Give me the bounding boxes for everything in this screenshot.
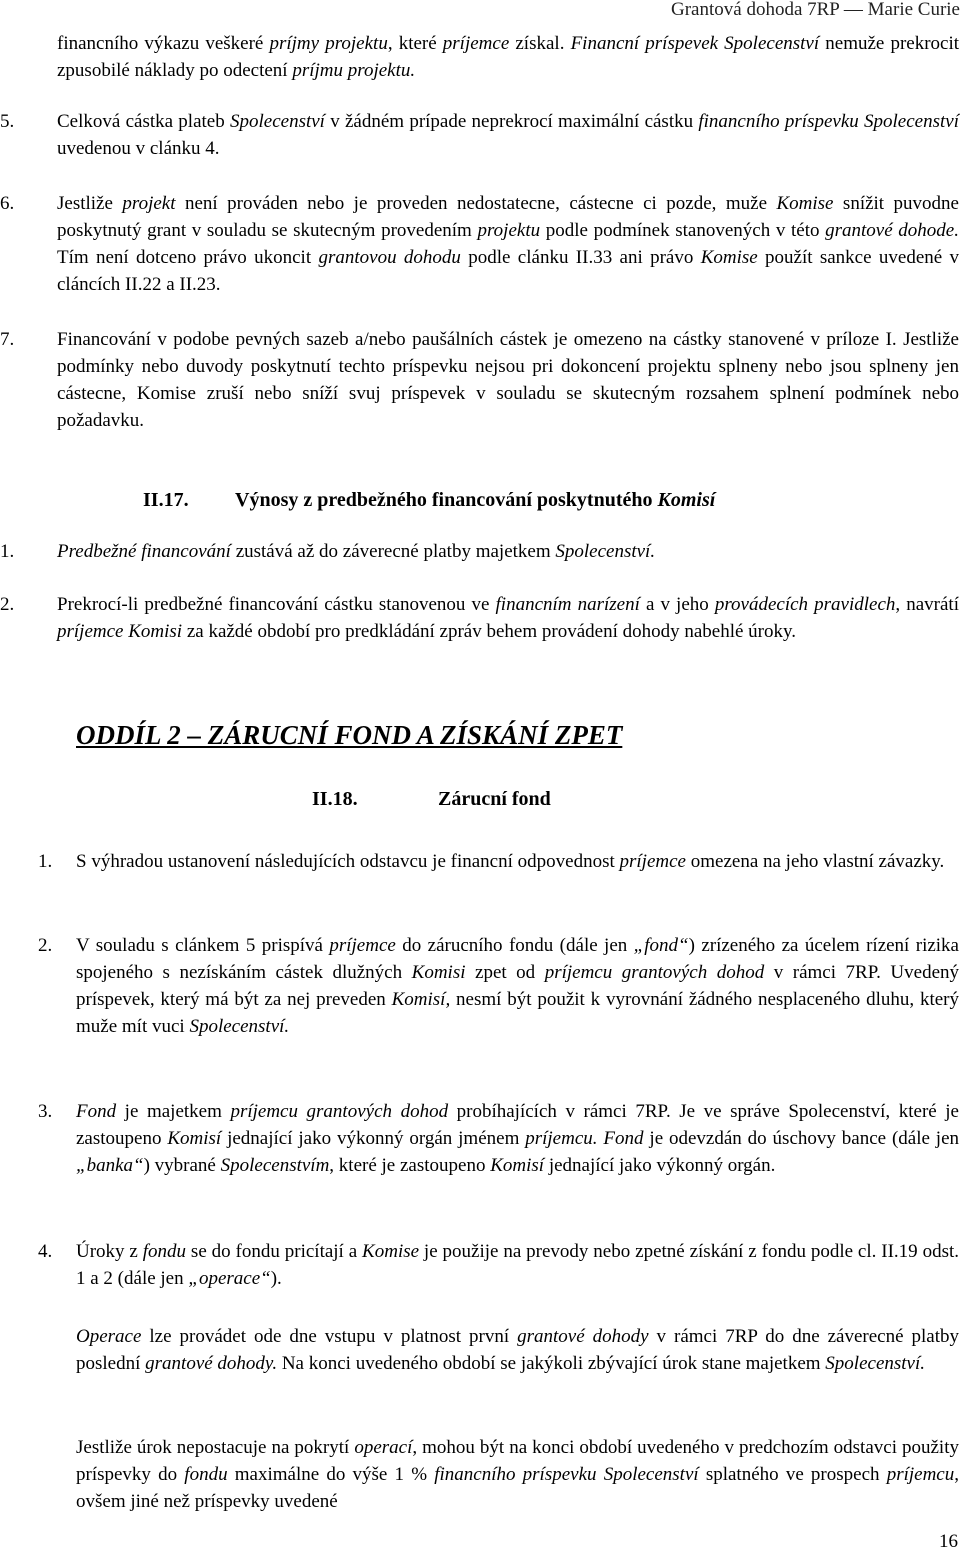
text: je odevzdán do úschovy bance (dále jen [643,1128,959,1149]
article-title-ii17 [235,487,715,513]
text: Jestliže úrok nepostacuje na pokrytí [76,1437,355,1458]
text: , které [387,33,443,54]
text: Komise [362,1241,420,1262]
text: príjemce [442,33,510,54]
text: Spolecenství. [555,541,656,562]
paragraph-number: 2. [0,594,15,615]
text: príjmu projektu. [292,60,416,81]
text: se do fondu pricítají a [186,1241,363,1262]
text: uvedenou v clánku 4. [57,138,220,159]
text: financního príspevku Spolecenství [434,1464,699,1485]
paragraph-number: 1. [38,851,53,872]
text: podle podmínek stanovených v této [540,220,826,241]
text: Prekrocí-li predbežné financování cástku stanovenou ve [57,594,496,615]
text: financním narízení [495,594,640,615]
text: , ovšem jiné než príspevky uvedené [76,1464,959,1512]
article-number: II.18. [312,788,358,810]
text: príjemce [329,935,396,956]
text: grantové dohody. [145,1353,278,1374]
paragraph-number: 1. [0,541,15,562]
text: splatného ve prospech [698,1464,887,1485]
text: Jestliže [57,193,123,214]
text: príjmy projektu [269,33,388,54]
text: Spolecenstvím [220,1155,330,1176]
text: je majetkem [116,1101,231,1122]
article-title-ii18 [438,786,551,812]
text: ). [270,1268,282,1289]
text: provádecích pravidlech [714,594,896,615]
text: Operace [76,1326,142,1347]
text: Spolecenství. [189,1016,290,1037]
article-heading-ii18 [312,786,358,812]
text: Komisí [657,489,716,511]
text: Komisí, [391,989,451,1010]
text: fondu [184,1464,228,1485]
paragraph-7 [0,326,959,434]
text: nemuže prekrocit zpusobilé náklady po odectení [57,33,960,81]
running-header: Grantová dohoda 7RP — Marie Curie [671,0,960,20]
text: Úroky z [76,1241,143,1262]
paragraph-number: 6. [0,193,15,214]
text: Zárucní fond [438,788,551,810]
text: V souladu s clánkem 5 prispívá [76,935,330,956]
paragraph-number: 7. [0,329,15,350]
text: získal. [509,33,571,54]
article-ii17-paragraph-1 [0,538,959,565]
paragraph-number: 4. [38,1241,53,1262]
text: Financní príspevek Spolecenství [570,33,820,54]
text: grantové dohody [517,1326,649,1347]
text: Spolecenství [230,111,325,132]
paragraph-5 [0,108,959,162]
text: zpet od [465,962,545,983]
text: príjemcu grantových dohod [230,1101,449,1122]
text: Výnosy z predbežného financování poskytnutého [235,489,658,511]
text: príjemcu. [525,1128,598,1149]
paragraph-number: 2. [38,935,53,956]
text: maximálne do výše 1 % [227,1464,435,1485]
text: S výhradou ustanovení následujících odstavcu je financní odpovednost [76,851,620,872]
text: ) zrízeného za úcelem rízení rizika spojeného s nezískáním cástek dlužných [76,935,959,983]
text: v rámci 7RP. Uvedený príspevek, který má být za nej preveden [76,962,959,1010]
article-number: II.17. [143,489,189,511]
text: príjemcu [886,1464,955,1485]
text: jednající jako výkonný orgán. [544,1155,776,1176]
text: Fond [76,1101,117,1122]
text: za každé období pro predkládání zpráv behem provádení dohody nabehlé úroky. [182,621,797,642]
text: jednající jako výkonný orgán jménem [221,1128,526,1149]
paragraph-continuation [57,30,959,84]
text: podle clánku II.33 ani právo [460,247,701,268]
paragraph-6 [0,190,960,298]
text: probíhajících v rámci 7RP. Je ve správe Spolecenství, které je zastoupeno [76,1101,959,1149]
text: fondu [142,1241,187,1262]
text: Spolecenství. [825,1353,926,1374]
article-ii18-paragraph-1 [38,848,959,875]
text: snížit puvodne poskytnutý grant v souladu se skutecným provedením [57,193,959,241]
text: a v jeho [639,594,715,615]
article-ii17-paragraph-2 [0,591,959,645]
section-heading: ODDÍL 2 – ZÁRUCNÍ FOND A ZÍSKÁNÍ ZPET [76,720,623,750]
text: „operace“ [188,1268,271,1289]
text: , mohou být na konci období uvedeného v predchozím odstavci použity príspevky do [76,1437,959,1485]
article-ii18-paragraph-4-operations [76,1323,959,1377]
text: Komise [700,247,758,268]
text: zustává až do záverecné platby majetkem [230,541,556,562]
text: Fond [603,1128,644,1149]
text: není prováden nebo je proveden nedostatecne, cástecne ci pozde, muže [175,193,777,214]
text: Financování v podobe pevných sazeb a/nebo paušálních cástek je omezeno na cástky stanovené v príloze I. Jestliže podmínky nebo duvody poskytnutí techto príspevku nejsou pri dokoncení projektu splneny nebo jsou splneny jen cástecne, Komise zruší nebo sníží svuj príspevek v souladu se skutecným rozsahem splnení podmínek nebo požadavku. [57,329,959,431]
text: grantovou dohodu [318,247,461,268]
text: do zárucního fondu (dále jen [395,935,634,956]
article-heading-ii17 [143,487,189,513]
text: Predbežné financování [57,541,231,562]
paragraph-number: 3. [38,1101,53,1122]
text: financního príspevku Spolecenství [698,111,959,132]
text: príjemce [619,851,686,872]
text: Na konci uvedeného období se jakýkoli zbývající úrok stane majetkem [277,1353,826,1374]
text: príjemce Komisi [57,621,183,642]
text: použít sankce uvedené v cláncích II.22 a II.23. [57,247,960,295]
text: lze provádet ode dne vstupu v platnost první [141,1326,518,1347]
text: nesmí být použit k vyrovnání žádného nesplaceného dluhu, který muže mít vuci [76,989,959,1037]
text: „banka“ [76,1155,144,1176]
text: financního výkazu veškeré [57,33,270,54]
text: v žádném prípade neprekrocí maximální cástku [324,111,699,132]
text: Komisí [167,1128,222,1149]
article-ii18-paragraph-3 [38,1098,959,1179]
text: projektu [477,220,541,241]
text: Celková cástka plateb [57,111,230,132]
text: Komisi [411,962,466,983]
article-ii18-paragraph-4-interest [76,1434,959,1515]
article-ii18-paragraph-2 [38,932,959,1040]
text: grantové dohode. [825,220,959,241]
text: je použije na prevody nebo zpetné získání z fondu podle cl. II.19 odst. 1 a 2 (dále jen [76,1241,959,1289]
text: ) vybrané [143,1155,221,1176]
text: Komise [776,193,834,214]
text: projekt [122,193,176,214]
paragraph-number: 5. [0,111,15,132]
text: príjemcu grantových dohod [544,962,765,983]
text: omezena na jeho vlastní závazky. [685,851,945,872]
article-ii18-paragraph-4 [38,1238,959,1292]
text: operací [354,1437,413,1458]
text: , navrátí [895,594,959,615]
text: „fond“ [633,935,689,956]
text: , které je zastoupeno [329,1155,491,1176]
text: Tím není dotceno právo ukoncit [57,247,319,268]
page-number: 16 [939,1531,958,1552]
text: v rámci 7RP do dne záverecné platby poslední [76,1326,959,1374]
text: Komisí [490,1155,545,1176]
